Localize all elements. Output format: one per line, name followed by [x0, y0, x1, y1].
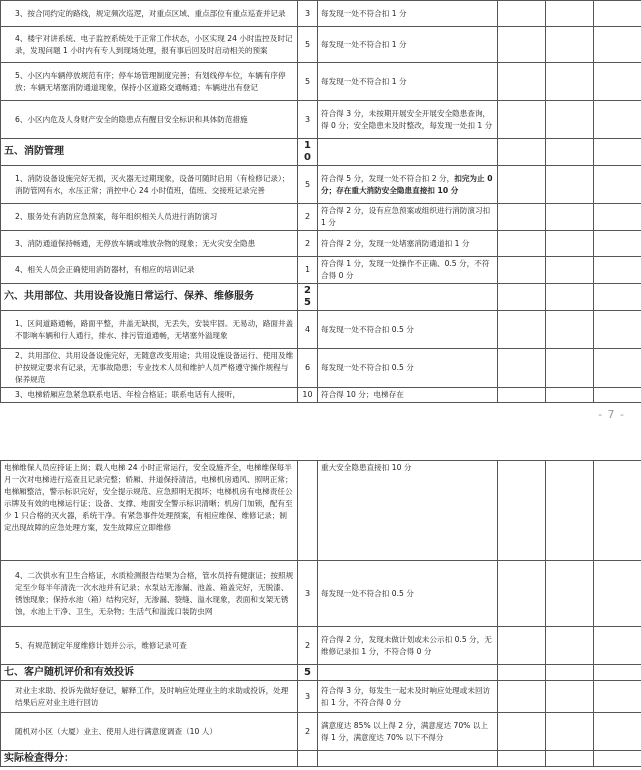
blank-cell [594, 627, 641, 665]
score-cell: 1 [298, 257, 318, 284]
table-row [1, 461, 641, 561]
score-cell: 2 [298, 204, 318, 231]
table-row [1, 257, 641, 284]
blank-cell [594, 166, 641, 204]
score-cell: 2 [298, 713, 318, 751]
section-row [1, 139, 641, 166]
rule-cell: 符合得 3 分，每发生一起未及时响应处理或未回访扣 1 分，不符合得 0 分 [318, 681, 498, 713]
blank-cell [546, 101, 594, 139]
blank-cell [498, 713, 546, 751]
score-cell: 3 [298, 681, 318, 713]
section-score: 10 [298, 139, 318, 166]
rule-cell: 重大安全隐患直接扣 10 分 [318, 461, 498, 561]
score-cell: 3 [298, 1, 318, 27]
blank-cell [546, 257, 594, 284]
page-8-table-top [0, 460, 641, 767]
blank-cell [594, 139, 641, 166]
blank-cell [594, 388, 641, 403]
blank-cell [594, 27, 641, 63]
section-title: 六、共用部位、共用设备设施日常运行、保养、维修服务 [1, 284, 298, 311]
table-row [1, 1, 641, 27]
blank-cell [594, 101, 641, 139]
blank-cell [594, 561, 641, 627]
score-cell: 6 [298, 349, 318, 388]
score-cell: 4 [298, 311, 318, 349]
score-cell: 5 [298, 27, 318, 63]
section-row [1, 751, 641, 767]
score-cell: 10 [298, 388, 318, 403]
blank-cell [594, 204, 641, 231]
blank-cell [318, 751, 498, 767]
table-row [1, 63, 641, 101]
rule-cell: 符合得 10 分；电梯存在 [318, 388, 498, 403]
table-row [1, 388, 641, 403]
blank-cell [318, 284, 498, 311]
blank-cell [318, 139, 498, 166]
rule-cell: 每发现一处不符合扣 0.5 分 [318, 311, 498, 349]
score-cell: 5 [298, 63, 318, 101]
rule-cell: 每发现一处不符合扣 0.5 分 [318, 349, 498, 388]
table-row [1, 681, 641, 713]
rule-cell: 符合得 2 分，发现未做计划或未公示扣 0.5 分，无维修记录扣 1 分，不符合得 0 分 [318, 627, 498, 665]
section-row [1, 665, 641, 681]
blank-cell [546, 561, 594, 627]
criteria-text: 4、楼宇对讲系统、电子监控系统处于正常工作状态，小区实现 24 小时监控及时记录，发现问题 1 小时内有专人到现场处理，报有事后回及时启动相关的预案 [1, 27, 298, 63]
criteria-text: 对业主求助、投诉先做好登记，解释工作，及时响应处理业主的求助或投诉，处理结果后应对业主进行回访 [1, 681, 298, 713]
criteria-text: 4、相关人员会正确使用消防器材，有相应的培训记录 [1, 257, 298, 284]
blank-cell [594, 284, 641, 311]
blank-cell [498, 63, 546, 101]
section-title: 七、客户随机评价和有效投诉 [1, 665, 298, 681]
blank-cell [498, 665, 546, 681]
blank-cell [498, 388, 546, 403]
page-break [0, 404, 641, 460]
rule-cell: 每发现一处不符合扣 1 分 [318, 1, 498, 27]
score-cell: 2 [298, 231, 318, 257]
blank-cell [594, 63, 641, 101]
score-cell: 5 [298, 166, 318, 204]
blank-cell [546, 388, 594, 403]
blank-cell [498, 461, 546, 561]
blank-cell [546, 1, 594, 27]
blank-cell [594, 349, 641, 388]
blank-cell [498, 751, 546, 767]
rule-cell: 符合得 3 分，未按期开展安全开展安全隐患查询，得 0 分；安全隐患未及时整改，每发现一处扣 1 分 [318, 101, 498, 139]
table-row [1, 166, 641, 204]
rule-cell [318, 166, 498, 204]
blank-cell [498, 204, 546, 231]
table-row [1, 627, 641, 665]
table-row [1, 713, 641, 751]
blank-cell [498, 257, 546, 284]
blank-cell [546, 139, 594, 166]
blank-cell [594, 257, 641, 284]
rule-cell: 符合得 1 分，发现一处操作不正确、0.5 分，不符合得 0 分 [318, 257, 498, 284]
blank-cell [546, 681, 594, 713]
blank-cell [546, 713, 594, 751]
blank-cell [546, 751, 594, 767]
blank-cell [498, 101, 546, 139]
criteria-text: 1、消防设备设施完好无损，灭火器无过期现象，设备可随时启用（有检修记录）；消防管网有水，水压正常；消控中心 24 小时值班，值班、交接班记录完善 [1, 166, 298, 204]
table-row [1, 101, 641, 139]
blank-cell [594, 311, 641, 349]
page-number: - 7 - [598, 408, 625, 421]
criteria-text: 5、有规范制定年度维修计划并公示，维修记录可查 [1, 627, 298, 665]
criteria-text: 3、消防通道保持畅通，无停放车辆或堆放杂物的现象；无火灾安全隐患 [1, 231, 298, 257]
blank-cell [498, 561, 546, 627]
final-score-label: 实际检查得分： [1, 751, 298, 767]
table-row [1, 204, 641, 231]
blank-cell [298, 751, 318, 767]
blank-cell [546, 63, 594, 101]
blank-cell [594, 231, 641, 257]
blank-cell [546, 627, 594, 665]
blank-cell [498, 231, 546, 257]
blank-cell [594, 1, 641, 27]
table-row [1, 311, 641, 349]
blank-cell [546, 284, 594, 311]
blank-cell [546, 27, 594, 63]
rule-cell: 每发现一处不符合扣 1 分 [318, 63, 498, 101]
blank-cell [594, 461, 641, 561]
blank-cell [498, 627, 546, 665]
rule-cell: 符合得 2 分，发现一处堵塞消防通道扣 1 分 [318, 231, 498, 257]
criteria-text: 5、小区内车辆停放规范有序；停车场管理制度完善；有划线停车位，车辆有序停放；车辆无堵塞消防通道现象，保持小区道路交通畅通；车辆进出有登记 [1, 63, 298, 101]
rule-text: 符合得 5 分，发现一处不符合扣 2 分， [321, 173, 455, 183]
blank-cell [594, 681, 641, 713]
blank-cell [318, 665, 498, 681]
blank-cell [546, 311, 594, 349]
blank-cell [498, 284, 546, 311]
criteria-text: 3、电梯轿厢应急紧急联系电话、年检合格证；联系电话有人接听， [1, 388, 298, 403]
section-title: 五、消防管理 [1, 139, 298, 166]
blank-cell [546, 461, 594, 561]
blank-cell [498, 139, 546, 166]
score-cell: 3 [298, 101, 318, 139]
score-cell: 2 [298, 627, 318, 665]
blank-cell [594, 665, 641, 681]
score-cell [298, 461, 318, 561]
blank-cell [546, 166, 594, 204]
rule-cell: 符合得 2 分，设有应急预案或组织进行消防演习扣 1 分 [318, 204, 498, 231]
rule-cell: 每发现一处不符合扣 1 分 [318, 27, 498, 63]
rule-text-bold: 扣完为止 0 分；存在重大消防安全隐患直接扣 10 分 [321, 173, 493, 195]
blank-cell [594, 751, 641, 767]
blank-cell [498, 681, 546, 713]
blank-cell [546, 349, 594, 388]
blank-cell [498, 1, 546, 27]
criteria-text: 2、服务处有消防应急预案，每年组织相关人员进行消防演习 [1, 204, 298, 231]
table-row [1, 27, 641, 63]
blank-cell [498, 311, 546, 349]
criteria-text: 4、二次供水有卫生合格证，水质检测报告结果为合格，管水员持有健康证；按照规定至少每半年清洗一次水池并有记录；水泵站无渗漏、池盖、箱盖完好，无脱漆、锈蚀现象；保持水池（箱）结构完好，无渗漏、裂缝、溢水现象，表面和支架无锈蚀，水池上干净、卫生，无杂物；生活气和溢流口装防虫网 [1, 561, 298, 627]
criteria-text: 电梯维保人员应持证上岗；载人电梯 24 小时正常运行，安全设施齐全，电梯维保每半月一次对电梯进行巡查且记录完整；轿厢、井道保持清洁，电梯机房通风、照明正常；电梯厢整洁，警示标识完好，安全提示规范、应急照明无损坏；电梯机房有电梯责任公示牌及有效的电梯运行证；设备、支撑、地面安全警示标识清晰；机房门加锁，配有至少 1 只合格的灭火器，系统干净。有紧急事件处理预案，有相应维保、维修记录；制定出现故障的应急处理方案，发生故障应立即维修 [1, 461, 298, 561]
blank-cell [498, 27, 546, 63]
criteria-text: 3、按合同约定的路线，规定频次巡逻，对重点区域、重点部位有重点巡查并记录 [1, 1, 298, 27]
criteria-text: 2、共用部位、共用设备设施完好，无随意改变用途；共用设施设备运行、使用及维护按规定要求有记录，无事故隐患；专业技术人员和维护人员严格遵守操作规程与保养规范 [1, 349, 298, 388]
blank-cell [498, 349, 546, 388]
section-score: 5 [298, 665, 318, 681]
table-row [1, 349, 641, 388]
blank-cell [594, 713, 641, 751]
blank-cell [546, 665, 594, 681]
blank-cell [546, 231, 594, 257]
rule-cell: 满意度达 85% 以上得 2 分，满意度达 70% 以上得 1 分，满意度达 70% 以下不得分 [318, 713, 498, 751]
blank-cell [546, 204, 594, 231]
criteria-text: 1、区间道路通畅，路面平整，井盖无缺损，无丢失，安装牢固。无易动，路面井盖不影响车辆和行人通行，排水、排污管道通畅，无堵塞外溢现象 [1, 311, 298, 349]
table-row [1, 561, 641, 627]
section-row [1, 284, 641, 311]
criteria-text: 6、小区内危及人身财产安全的隐患点有醒目安全标识和具体防范措施 [1, 101, 298, 139]
score-cell: 3 [298, 561, 318, 627]
table-row [1, 231, 641, 257]
rule-cell: 每发现一处不符合扣 0.5 分 [318, 561, 498, 627]
criteria-text: 随机对小区（大厦）业主、使用人进行满意度调查（10 人） [1, 713, 298, 751]
section-score: 25 [298, 284, 318, 311]
blank-cell [498, 166, 546, 204]
